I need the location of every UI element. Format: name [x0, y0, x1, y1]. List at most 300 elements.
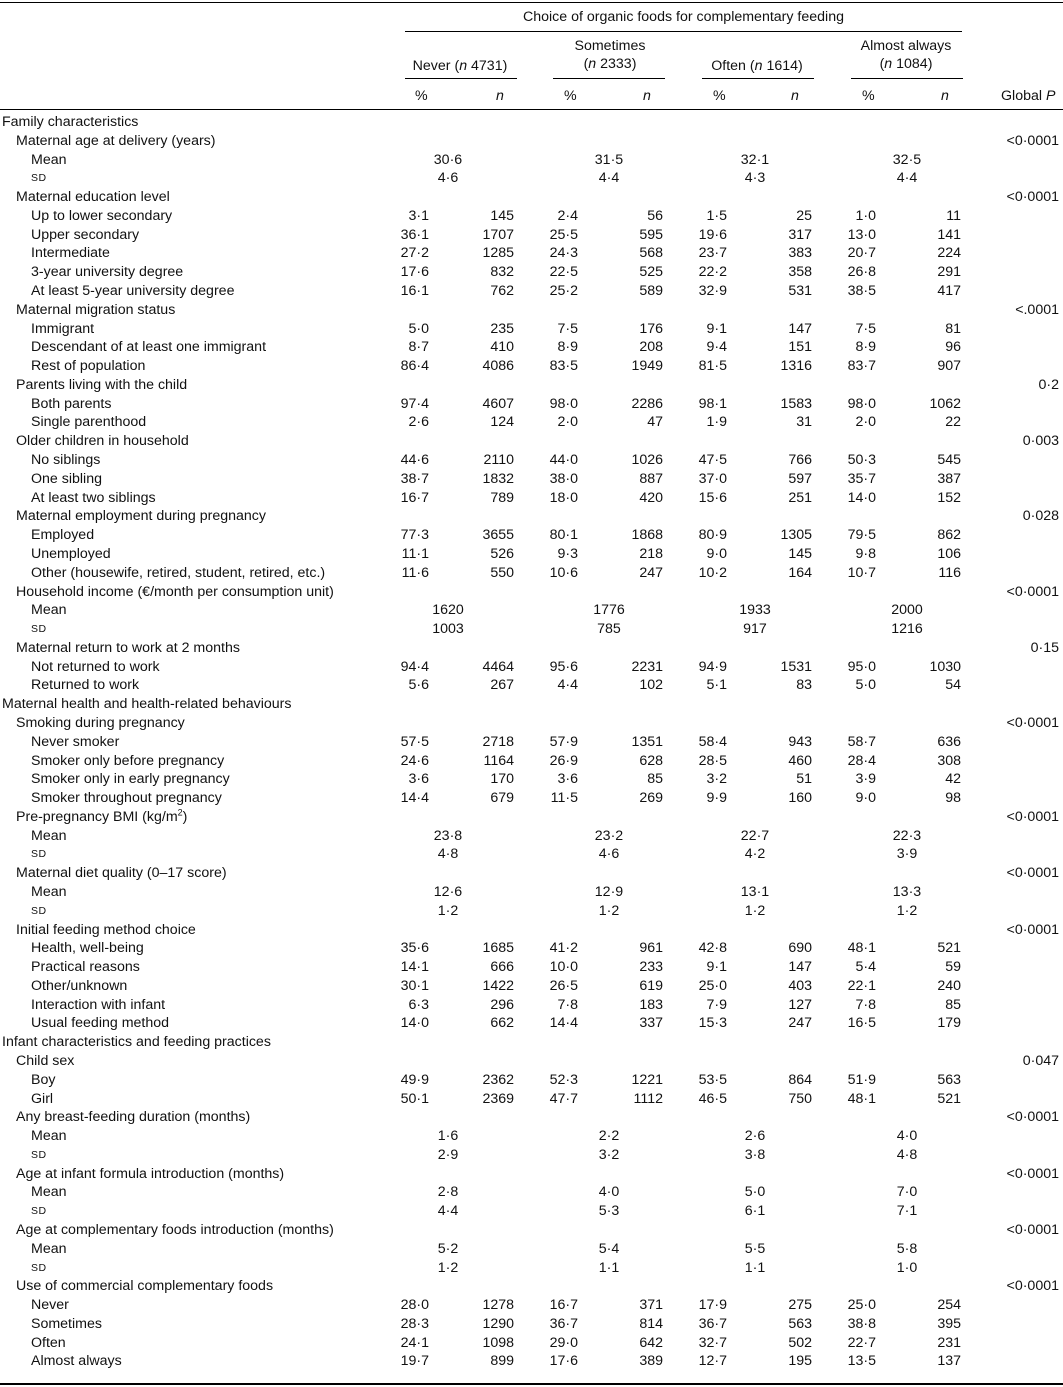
n-cell: 563 — [937, 1071, 961, 1088]
pct-cell: 30·1 — [400, 977, 429, 994]
mean-value: 5·2 — [437, 1240, 459, 1257]
pct-cell: 10·0 — [549, 959, 578, 976]
n-cell: 1026 — [631, 452, 663, 469]
mean-value: 13·1 — [740, 883, 770, 900]
n-cell: 628 — [639, 752, 663, 769]
group-n-prefix: n — [459, 58, 468, 74]
subhead-n-never: n — [496, 88, 504, 104]
pct-cell: 1·0 — [855, 207, 876, 224]
n-cell: 22 — [945, 414, 961, 431]
category-label: Usual feeding method — [31, 1015, 170, 1032]
pct-cell: 14·0 — [847, 489, 876, 506]
mean-value: 1933 — [739, 602, 771, 619]
n-cell: 832 — [490, 264, 514, 281]
group-label: Sometimes — [574, 38, 646, 54]
n-cell: 1305 — [780, 527, 812, 544]
pct-cell: 9·0 — [855, 790, 876, 807]
category-label: Employed — [31, 527, 95, 544]
mean-value: 12·9 — [594, 883, 624, 900]
pct-cell: 52·3 — [549, 1071, 578, 1088]
category-label: Girl — [31, 1090, 54, 1107]
sd-value: 4·4 — [437, 1203, 459, 1220]
variable-label: Maternal education level — [16, 189, 170, 206]
pct-cell: 32·9 — [698, 283, 727, 300]
pct-cell: 3·2 — [706, 771, 727, 788]
n-cell: 275 — [788, 1297, 812, 1314]
subhead-pct-never: % — [415, 88, 428, 104]
pct-cell: 2·0 — [557, 414, 578, 431]
mean-label: Mean — [31, 883, 67, 900]
section-heading: Family characteristics — [2, 114, 139, 130]
global-p-value: <0·0001 — [1006, 921, 1059, 938]
mean-value: 30·6 — [433, 151, 463, 168]
n-cell: 531 — [788, 283, 812, 300]
n-cell: 11 — [946, 207, 961, 224]
n-cell: 56 — [647, 207, 663, 224]
n-cell: 1707 — [482, 226, 514, 243]
category-label: Never — [31, 1297, 69, 1314]
pct-cell: 5·1 — [706, 677, 727, 694]
pct-cell: 38·7 — [400, 470, 429, 487]
category-label: Other/unknown — [31, 977, 128, 994]
pct-cell: 14·0 — [400, 1015, 429, 1032]
category-label: Both parents — [31, 395, 112, 412]
pct-cell: 81·5 — [698, 358, 727, 375]
n-cell: 251 — [788, 489, 812, 506]
section-heading: Infant characteristics and feeding practices — [2, 1034, 271, 1051]
n-cell: 666 — [490, 959, 514, 976]
category-label: Never smoker — [31, 733, 120, 750]
n-cell: 395 — [937, 1315, 961, 1332]
n-cell: 1030 — [929, 658, 961, 675]
pct-cell: 11·6 — [401, 564, 429, 581]
group-rule-almost-always — [851, 78, 963, 79]
sd-value: 4·2 — [744, 846, 766, 863]
n-cell: 1098 — [482, 1334, 514, 1351]
n-cell: 1351 — [631, 733, 663, 750]
pct-cell: 9·1 — [706, 959, 727, 976]
sd-label: SD — [31, 848, 47, 861]
category-label: Rest of population — [31, 358, 146, 375]
pct-cell: 95·6 — [549, 658, 578, 675]
section-heading: Maternal health and health-related behaviours — [2, 696, 292, 713]
subhead-n-often: n — [791, 88, 799, 104]
variable-label: Household income (€/month per consumption unit) — [16, 583, 334, 600]
subhead-pct-almost-always: % — [862, 88, 875, 104]
group-n-value: 1614 — [766, 58, 799, 74]
pct-cell: 29·0 — [549, 1334, 578, 1351]
group-n-prefix: n — [588, 56, 597, 72]
category-label: Other (housewife, retired, student, retired, etc.) — [31, 564, 326, 581]
n-cell: 317 — [788, 226, 812, 243]
n-cell: 291 — [937, 264, 961, 281]
pct-cell: 26·5 — [549, 977, 578, 994]
category-label: Sometimes — [31, 1315, 102, 1332]
pct-cell: 15·6 — [698, 489, 727, 506]
pct-cell: 46·5 — [698, 1090, 727, 1107]
group-header-never: Never (n 4731) — [412, 58, 508, 74]
pct-cell: 28·3 — [400, 1315, 429, 1332]
global-p-value: 0·047 — [1022, 1053, 1059, 1069]
pct-cell: 14·1 — [400, 959, 429, 976]
category-label: Descendant of at least one immigrant — [31, 339, 267, 356]
global-p-letter: P — [1045, 88, 1056, 104]
n-cell: 145 — [490, 207, 514, 224]
category-label: Returned to work — [31, 677, 140, 694]
sd-value: 1·2 — [437, 902, 459, 919]
n-cell: 25 — [796, 207, 812, 224]
n-cell: 1278 — [482, 1297, 514, 1314]
category-label: At least two siblings — [31, 489, 156, 506]
n-cell: 1422 — [482, 977, 514, 994]
n-cell: 47 — [647, 414, 663, 431]
pct-cell: 28·5 — [698, 752, 727, 769]
pct-cell: 26·8 — [847, 264, 876, 281]
n-cell: 389 — [639, 1353, 663, 1370]
n-cell: 619 — [639, 977, 663, 994]
mean-value: 5·8 — [896, 1240, 918, 1257]
pct-cell: 25·0 — [847, 1297, 876, 1314]
n-cell: 545 — [937, 452, 961, 469]
n-cell: 337 — [639, 1015, 663, 1032]
category-label: Immigrant — [31, 320, 95, 337]
n-cell: 81 — [945, 320, 961, 337]
n-cell: 137 — [937, 1353, 961, 1370]
pct-cell: 50·1 — [400, 1090, 429, 1107]
pct-cell: 95·0 — [847, 658, 876, 675]
n-cell: 195 — [788, 1353, 812, 1370]
mean-value: 1620 — [432, 602, 464, 619]
sd-value: 4·3 — [744, 170, 766, 187]
n-cell: 420 — [639, 489, 663, 506]
n-cell: 152 — [937, 489, 961, 506]
mean-value: 22·7 — [740, 827, 770, 844]
n-cell: 662 — [490, 1015, 514, 1032]
pct-cell: 36·7 — [549, 1315, 578, 1332]
mean-value: 23·8 — [433, 827, 463, 844]
n-cell: 96 — [945, 339, 961, 356]
pct-cell: 57·5 — [400, 733, 429, 750]
n-cell: 2110 — [483, 452, 514, 469]
n-cell: 127 — [788, 996, 812, 1013]
pct-cell: 98·1 — [698, 395, 727, 412]
global-p-value: <0·0001 — [1006, 1109, 1059, 1126]
group-n-prefix: n — [884, 56, 893, 72]
global-p-value: <0·0001 — [1006, 1278, 1059, 1295]
group-header-almost-always: Almost always (n 1084) — [860, 38, 952, 72]
category-label: No siblings — [31, 452, 101, 469]
n-cell: 525 — [639, 264, 663, 281]
category-label: Boy — [31, 1071, 56, 1088]
global-p-value: <0·0001 — [1006, 714, 1059, 731]
n-cell: 568 — [639, 245, 663, 262]
superscript: 2 — [177, 807, 183, 818]
category-label: Unemployed — [31, 545, 111, 562]
n-cell: 383 — [788, 245, 812, 262]
pct-cell: 97·4 — [400, 395, 429, 412]
category-label: One sibling — [31, 470, 102, 487]
variable-label: Pre-pregnancy BMI $(kg/m^2)$ — [16, 807, 188, 825]
pct-cell: 98·0 — [549, 395, 578, 412]
n-cell: 642 — [639, 1334, 663, 1351]
variable-label: Child sex — [16, 1053, 75, 1069]
n-cell: 762 — [490, 283, 514, 300]
global-p-value: 0·15 — [1030, 639, 1059, 656]
n-cell: 1583 — [780, 395, 812, 412]
category-label: At least 5-year university degree — [31, 283, 235, 300]
sd-label: SD — [31, 623, 47, 636]
mean-value: 12·6 — [433, 883, 463, 900]
sd-value: 4·6 — [598, 846, 620, 863]
pct-cell: 9·9 — [706, 790, 727, 807]
pct-cell: 9·8 — [855, 545, 876, 562]
global-p-value: <0·0001 — [1006, 1165, 1059, 1182]
category-label: Up to lower secondary — [31, 207, 173, 224]
pct-cell: 7·8 — [557, 996, 578, 1013]
variable-label: Maternal diet quality (0–17 score) — [16, 865, 227, 882]
mean-value: 22·3 — [892, 827, 922, 844]
sd-value: 4·6 — [437, 170, 459, 187]
mean-label: Mean — [31, 151, 67, 168]
pct-cell: 15·3 — [698, 1015, 727, 1032]
mean-value: 32·5 — [892, 151, 922, 168]
n-cell: 164 — [788, 564, 812, 581]
n-cell: 679 — [490, 790, 514, 807]
pct-cell: 25·5 — [549, 226, 578, 243]
pct-cell: 7·5 — [557, 320, 578, 337]
category-label: Often — [31, 1334, 66, 1351]
pct-cell: 28·0 — [400, 1297, 429, 1314]
pct-cell: 8·7 — [408, 339, 429, 356]
global-p-value: <0·0001 — [1006, 583, 1059, 600]
category-label: Practical reasons — [31, 959, 140, 976]
sd-value: 4·8 — [437, 846, 459, 863]
n-cell: 2369 — [482, 1090, 514, 1107]
category-label: Health, well-being — [31, 940, 144, 957]
n-cell: 54 — [945, 677, 961, 694]
pct-cell: 8·9 — [557, 339, 578, 356]
n-cell: 102 — [639, 677, 663, 694]
n-cell: 147 — [788, 959, 812, 976]
n-cell: 690 — [788, 940, 812, 957]
pct-cell: 13·0 — [847, 226, 876, 243]
variable-label: Maternal age at delivery (years) — [16, 132, 216, 149]
mean-label: Mean — [31, 602, 67, 619]
pct-cell: 5·0 — [408, 320, 429, 337]
variable-label: Age at infant formula introduction (months) — [16, 1165, 285, 1182]
n-cell: 403 — [788, 977, 812, 994]
variable-label: Maternal migration status — [16, 301, 176, 318]
n-cell: 267 — [490, 677, 514, 694]
n-cell: 907 — [937, 358, 961, 375]
n-cell: 308 — [937, 752, 961, 769]
n-cell: 218 — [639, 545, 663, 562]
pct-cell: 9·3 — [557, 545, 578, 562]
group-rule-often — [702, 78, 814, 79]
header-bottom-rule — [0, 109, 1063, 110]
pct-cell: 47·5 — [698, 452, 727, 469]
subhead-global-p — [1001, 87, 1055, 105]
global-p-value: <0·0001 — [1006, 865, 1059, 882]
pct-cell: 9·1 — [706, 320, 727, 337]
pct-cell: 19·6 — [698, 226, 727, 243]
n-cell: 563 — [788, 1315, 812, 1332]
pct-cell: 2·4 — [557, 207, 578, 224]
global-p-value: <.0001 — [1015, 301, 1059, 318]
n-cell: 151 — [788, 339, 812, 356]
pct-cell: 16·7 — [400, 489, 429, 506]
n-cell: 170 — [490, 771, 514, 788]
variable-label: Use of commercial complementary foods — [16, 1278, 274, 1295]
mean-value: 31·5 — [594, 151, 624, 168]
n-cell: 1112 — [633, 1090, 663, 1107]
pct-cell: 49·9 — [400, 1071, 429, 1088]
pct-cell: 7·9 — [706, 996, 727, 1013]
pct-cell: 58·4 — [698, 733, 727, 750]
pct-cell: 38·5 — [847, 283, 876, 300]
sd-value: 3·8 — [744, 1146, 766, 1163]
pct-cell: 98·0 — [847, 395, 876, 412]
pct-cell: 35·6 — [400, 940, 429, 957]
pct-cell: 41·2 — [549, 940, 578, 957]
n-cell: 59 — [945, 959, 961, 976]
n-cell: 750 — [788, 1090, 812, 1107]
sd-value: 3·2 — [598, 1146, 620, 1163]
n-cell: 233 — [639, 959, 663, 976]
mean-value: 2·2 — [598, 1128, 620, 1145]
n-cell: 387 — [937, 470, 961, 487]
pct-cell: 53·5 — [698, 1071, 727, 1088]
pct-cell: 16·5 — [847, 1015, 876, 1032]
sd-value: 1·2 — [598, 902, 620, 919]
mean-value: 32·1 — [740, 151, 770, 168]
sd-value: 7·1 — [896, 1203, 918, 1220]
pct-cell: 28·4 — [847, 752, 876, 769]
n-cell: 2718 — [482, 733, 514, 750]
category-label: Smoker only in early pregnancy — [31, 771, 230, 788]
n-cell: 160 — [788, 790, 812, 807]
n-cell: 864 — [788, 1071, 812, 1088]
pct-cell: 48·1 — [847, 1090, 876, 1107]
n-cell: 106 — [937, 545, 961, 562]
pct-cell: 9·4 — [706, 339, 727, 356]
n-cell: 410 — [490, 339, 514, 356]
sd-value: 1·2 — [896, 902, 918, 919]
variable-label: Maternal employment during pregnancy — [16, 508, 266, 525]
pct-cell: 7·8 — [855, 996, 876, 1013]
global-p-value: <0·0001 — [1006, 132, 1059, 149]
global-p-value: <0·0001 — [1006, 189, 1059, 206]
pct-cell: 17·9 — [698, 1297, 727, 1314]
n-cell: 247 — [788, 1015, 812, 1032]
mean-value: 2·8 — [437, 1184, 459, 1201]
pct-cell: 18·0 — [549, 489, 578, 506]
n-cell: 814 — [639, 1315, 663, 1332]
sd-label: SD — [31, 1205, 47, 1218]
n-cell: 83 — [796, 677, 812, 694]
pct-cell: 24·6 — [400, 752, 429, 769]
category-label: Upper secondary — [31, 226, 140, 243]
n-cell: 235 — [490, 320, 514, 337]
n-cell: 254 — [937, 1297, 961, 1314]
pct-cell: 44·0 — [549, 452, 578, 469]
mean-value: 4·0 — [896, 1128, 918, 1145]
pct-cell: 32·7 — [698, 1334, 727, 1351]
n-cell: 85 — [945, 996, 961, 1013]
mean-value: 2000 — [891, 602, 923, 619]
n-cell: 141 — [937, 226, 961, 243]
pct-cell: 38·8 — [847, 1315, 876, 1332]
pct-cell: 25·0 — [698, 977, 727, 994]
pct-cell: 79·5 — [847, 527, 876, 544]
group-label: Almost always — [860, 38, 952, 54]
global-p-value: <0·0001 — [1006, 1222, 1059, 1239]
group-header-often: Often (n 1614) — [711, 58, 803, 74]
pct-cell: 58·7 — [847, 733, 876, 750]
n-cell: 595 — [639, 226, 663, 243]
pct-cell: 23·7 — [698, 245, 727, 262]
subhead-n-sometimes: n — [643, 88, 651, 104]
pct-cell: 83·7 — [847, 358, 876, 375]
mean-label: Mean — [31, 1184, 67, 1201]
pct-cell: 94·4 — [400, 658, 429, 675]
n-cell: 3655 — [482, 527, 514, 544]
spanner-rule — [405, 31, 962, 32]
pct-cell: 94·9 — [698, 658, 727, 675]
pct-cell: 51·9 — [847, 1071, 876, 1088]
n-cell: 4607 — [482, 395, 514, 412]
subhead-pct-sometimes: % — [564, 88, 577, 104]
n-cell: 550 — [490, 564, 514, 581]
header-spanner: Choice of organic foods for complementary feeding — [523, 9, 844, 25]
pct-cell: 16·7 — [549, 1297, 578, 1314]
n-cell: 862 — [937, 527, 961, 544]
pct-cell: 26·9 — [549, 752, 578, 769]
pct-cell: 10·2 — [698, 564, 727, 581]
sd-value: 1·2 — [744, 902, 766, 919]
n-cell: 597 — [788, 470, 812, 487]
pct-cell: 35·7 — [847, 470, 876, 487]
pct-cell: 83·5 — [549, 358, 578, 375]
n-cell: 116 — [938, 564, 961, 581]
pct-cell: 1·5 — [706, 207, 727, 224]
pct-cell: 2·0 — [855, 414, 876, 431]
pct-cell: 9·0 — [706, 545, 727, 562]
n-cell: 526 — [490, 545, 514, 562]
group-rule-never — [405, 78, 517, 79]
pct-cell: 5·4 — [855, 959, 876, 976]
n-cell: 2286 — [631, 395, 663, 412]
pct-cell: 5·0 — [855, 677, 876, 694]
variable-label: Any breast-feeding duration (months) — [16, 1109, 251, 1126]
pct-cell: 27·2 — [400, 245, 429, 262]
n-cell: 51 — [796, 771, 812, 788]
pct-cell: 22·5 — [549, 264, 578, 281]
sd-value: 4·4 — [598, 170, 620, 187]
n-cell: 231 — [937, 1334, 961, 1351]
sd-label: SD — [31, 172, 47, 185]
pct-cell: 38·0 — [549, 470, 578, 487]
n-cell: 124 — [490, 414, 514, 431]
pct-cell: 17·6 — [400, 264, 429, 281]
mean-value: 5·0 — [744, 1184, 766, 1201]
n-cell: 1164 — [483, 752, 514, 769]
mean-value: 13·3 — [892, 883, 922, 900]
subhead-pct-often: % — [713, 88, 726, 104]
mean-value: 7·0 — [896, 1184, 918, 1201]
variable-label: Maternal return to work at 2 months — [16, 639, 240, 656]
pct-cell: 3·6 — [557, 771, 578, 788]
